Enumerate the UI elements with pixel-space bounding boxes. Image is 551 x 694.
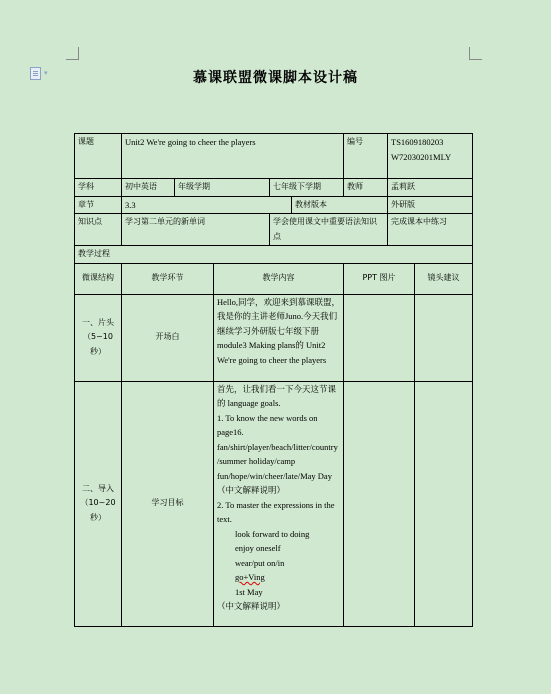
chapter-label: 章节: [75, 196, 122, 214]
row2-line-2: 1. To know the new words on page16.: [217, 412, 318, 437]
process-label: 教学过程: [75, 246, 473, 264]
header-content: 教学内容: [214, 263, 344, 294]
chapter-value: 3.3: [122, 196, 292, 214]
topic-value: Unit2 We're going to cheer the players: [122, 134, 344, 179]
header-ppt: PPT 图片: [344, 263, 415, 294]
row2-stage: 学习目标: [122, 381, 214, 626]
row2-content: [214, 381, 344, 626]
crop-mark-top-left: [66, 47, 79, 60]
row1-structure-time: （5~10秒）: [83, 332, 113, 356]
table-row: [75, 381, 473, 626]
knowledge-row: [75, 214, 473, 246]
grade-label: 年级学期: [175, 179, 270, 197]
chapter-row: [75, 196, 473, 214]
row2-tail: （中文解释说明）: [217, 601, 286, 611]
row1-structure-name: 一、片头: [82, 317, 114, 327]
knowledge-label: 知识点: [75, 214, 122, 246]
row2-expression-4: [217, 570, 340, 585]
row2-line-4: （中文解释说明）: [217, 485, 286, 495]
row1-stage: 开场白: [122, 294, 214, 381]
header-camera: 镜头建议: [415, 263, 473, 294]
code-value: [388, 134, 473, 179]
header-row: [75, 263, 473, 294]
header-structure: 微课结构: [75, 263, 122, 294]
subject-row: [75, 179, 473, 197]
row1-structure: [75, 294, 122, 381]
row2-expression-1: look forward to doing: [235, 528, 310, 539]
subject-label: 学科: [75, 179, 122, 197]
edition-label: 教材版本: [292, 196, 388, 214]
script-table: [74, 133, 473, 627]
row2-expression-5: 1st May: [235, 586, 263, 597]
knowledge-point-1: 学习第二单元的新单词: [122, 214, 270, 246]
spellcheck-mark: go+Ving: [235, 572, 265, 582]
row2-structure-name: 二、导入: [82, 483, 114, 493]
subject-value: 初中英语: [122, 179, 175, 197]
process-row: [75, 246, 473, 264]
table-row: [75, 294, 473, 381]
edition-value: 外研版: [388, 196, 473, 214]
code-line-1: TS1609180203: [391, 137, 444, 147]
row2-line-3: fan/shirt/player/beach/litter/country/summer holiday/camp fun/hope/win/cheer/late/May Day: [217, 441, 338, 481]
knowledge-point-2: 学会使用课文中重要语法知识点: [270, 214, 388, 246]
row2-camera: [415, 381, 473, 626]
header-stage: 教学环节: [122, 263, 214, 294]
topic-row: [75, 134, 473, 179]
row2-expression-3: wear/put on/in: [235, 557, 285, 568]
grade-value: 七年级下学期: [270, 179, 344, 197]
row1-camera: [415, 294, 473, 381]
chevron-down-icon: ▾: [44, 69, 48, 77]
row2-expression-2: enjoy oneself: [235, 543, 281, 553]
code-label: 编号: [344, 134, 388, 179]
knowledge-point-3: 完成课本中练习: [388, 214, 473, 246]
row2-structure: [75, 381, 122, 626]
crop-mark-top-right: [469, 47, 482, 60]
row1-content: Hello,同学，欢迎来到慕课联盟，我是你的主讲老师Juno.今天我们继续学习外研版七年级下册 module3 Making plans的 Unit2 We're going to cheer the players: [214, 294, 344, 381]
teacher-label: 教师: [344, 179, 388, 197]
row2-line-1: 首先，让我们看一下今天这节课的 language goals.: [217, 383, 337, 408]
teacher-value: 孟莉跃: [388, 179, 473, 197]
row2-structure-time: （10~20秒）: [80, 498, 116, 522]
row2-ppt: [344, 381, 415, 626]
page-title: 慕课联盟微课脚本设计稿: [193, 70, 358, 86]
row2-line-5: 2. To master the expressions in the text.: [217, 499, 335, 524]
code-line-2: W72030201MLY: [391, 151, 452, 162]
row1-ppt: [344, 294, 415, 381]
topic-label: 课题: [75, 134, 122, 179]
